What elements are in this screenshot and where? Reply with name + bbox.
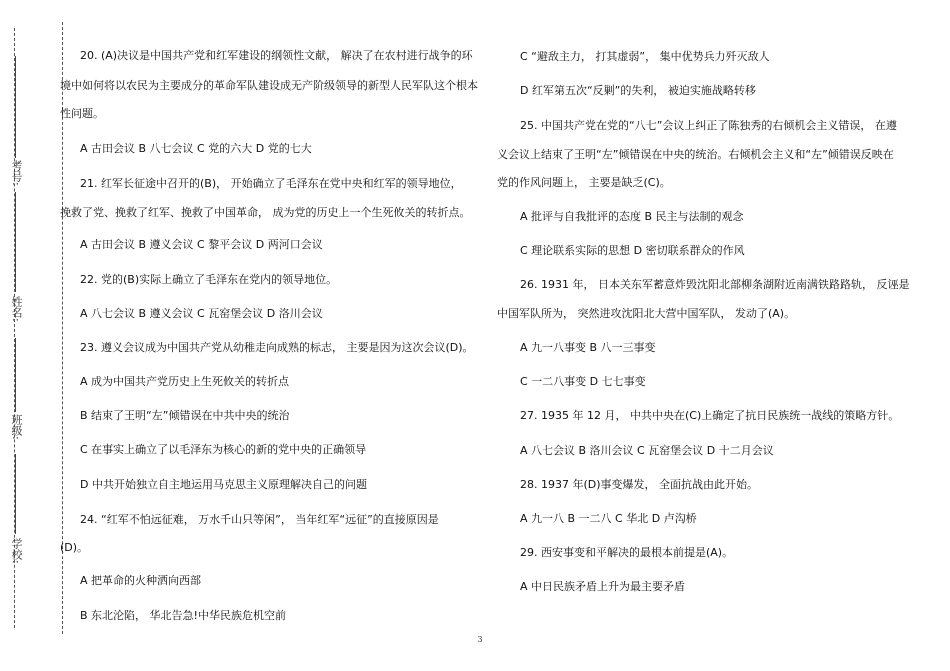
class-line <box>15 454 16 534</box>
school-label: 学校: <box>10 538 23 564</box>
question-21-stem: 21. 红军长征途中召开的(B)， 开始确立了毛泽东在党中央和红军的领导地位， <box>80 177 462 190</box>
question-24-option-a: A 把革命的火种洒向西部 <box>80 574 202 587</box>
question-20-stem-cont: 境中如何将以农民为主要成分的革命军队建设成无产阶级领导的新型人民军队这个根本 <box>60 79 478 92</box>
name-line-top <box>15 192 16 292</box>
question-25-options-cd: C 理论联系实际的思想 D 密切联系群众的作风 <box>520 244 745 257</box>
question-27-stem: 27. 1935 年 12 月， 中共中央在(C)上确定了抗日民族统一战线的策略方针。 <box>520 409 900 422</box>
question-25-stem-cont: 义会议上结束了王明“左”倾错误在中央的统治。右倾机会主义和“左”倾错误反映在 <box>497 148 894 161</box>
question-20-options: A 古田会议 B 八七会议 C 党的六大 D 党的七大 <box>80 142 312 155</box>
question-21-options: A 古田会议 B 遵义会议 C 黎平会议 D 两河口会议 <box>80 238 323 251</box>
name-label: 姓名: <box>10 296 23 322</box>
question-28-stem: 28. 1937 年(D)事变爆发， 全面抗战由此开始。 <box>520 478 759 491</box>
exam-no-line <box>15 56 16 158</box>
question-26-options-ab: A 九一八事变 B 八一三事变 <box>520 341 656 354</box>
class-label: 班级: <box>10 414 23 440</box>
question-23-option-c: C 在事实上确立了以毛泽东为核心的新的党中央的正确领导 <box>80 443 367 456</box>
question-20-stem-end: 性问题。 <box>60 107 104 120</box>
question-23-option-b: B 结束了王明“左”倾错误在中共中央的统治 <box>80 409 290 422</box>
question-29-option-a: A 中日民族矛盾上升为最主要矛盾 <box>520 580 686 593</box>
question-24-stem-end: (D)。 <box>60 541 89 554</box>
question-23-stem: 23. 遵义会议成为中国共产党从幼稚走向成熟的标志， 主要是因为这次会议(D)。 <box>80 341 474 354</box>
question-26-stem-end: 中国军队所为， 突然进攻沈阳北大营中国军队， 发动了(A)。 <box>497 307 796 320</box>
question-23-option-a: A 成为中国共产党历史上生死攸关的转折点 <box>80 375 290 388</box>
question-22-stem: 22. 党的(B)实际上确立了毛泽东在党内的领导地位。 <box>80 273 338 286</box>
question-24-option-b: B 东北沦陷， 华北告急!中华民族危机空前 <box>80 609 286 622</box>
name-line <box>15 338 16 412</box>
question-23-option-d: D 中共开始独立自主地运用马克思主义原理解决自己的问题 <box>80 478 367 491</box>
question-27-options: A 八七会议 B 洛川会议 C 瓦窑堡会议 D 十二月会议 <box>520 444 774 457</box>
question-28-options: A 九一八 B 一二八 C 华北 D 卢沟桥 <box>520 512 697 525</box>
question-24-option-d: D 红军第五次“反剿”的失利， 被迫实施战略转移 <box>520 84 756 97</box>
page-number: 3 <box>477 635 483 644</box>
question-26-stem: 26. 1931 年， 日本关东军蓄意炸毁沈阳北部柳条湖附近南满铁路路轨， 反诬是 <box>520 278 910 291</box>
question-29-stem: 29. 西安事变和平解决的最根本前提是(A)。 <box>520 546 734 559</box>
question-25-options-ab: A 批评与自我批评的态度 B 民主与法制的观念 <box>520 210 744 223</box>
question-25-stem-end: 党的作风问题上， 主要是缺乏(C)。 <box>497 176 671 189</box>
question-24-option-c: C “避敌主力， 打其虚弱”， 集中优势兵力歼灭敌人 <box>520 50 770 63</box>
exam-no-label: 考号: <box>10 160 23 186</box>
question-26-options-cd: C 一二八事变 D 七七事变 <box>520 375 646 388</box>
question-21-stem-cont: 挽救了党、挽救了红军、挽救了中国革命， 成为党的历史上一个生死攸关的转折点。 <box>60 206 471 219</box>
question-22-options: A 八七会议 B 遵义会议 C 瓦窑堡会议 D 洛川会议 <box>80 307 323 320</box>
question-25-stem: 25. 中国共产党在党的“八七”会议上纠正了陈独秀的右倾机会主义错误， 在遵 <box>520 119 897 132</box>
question-24-stem: 24. “红军不怕远征难， 万水千山只等闲”， 当年红军“远征”的直接原因是 <box>80 513 439 526</box>
question-20-stem: 20. (A)决议是中国共产党和红军建设的纲领性文献， 解决了在农村进行战争的环 <box>80 49 473 62</box>
